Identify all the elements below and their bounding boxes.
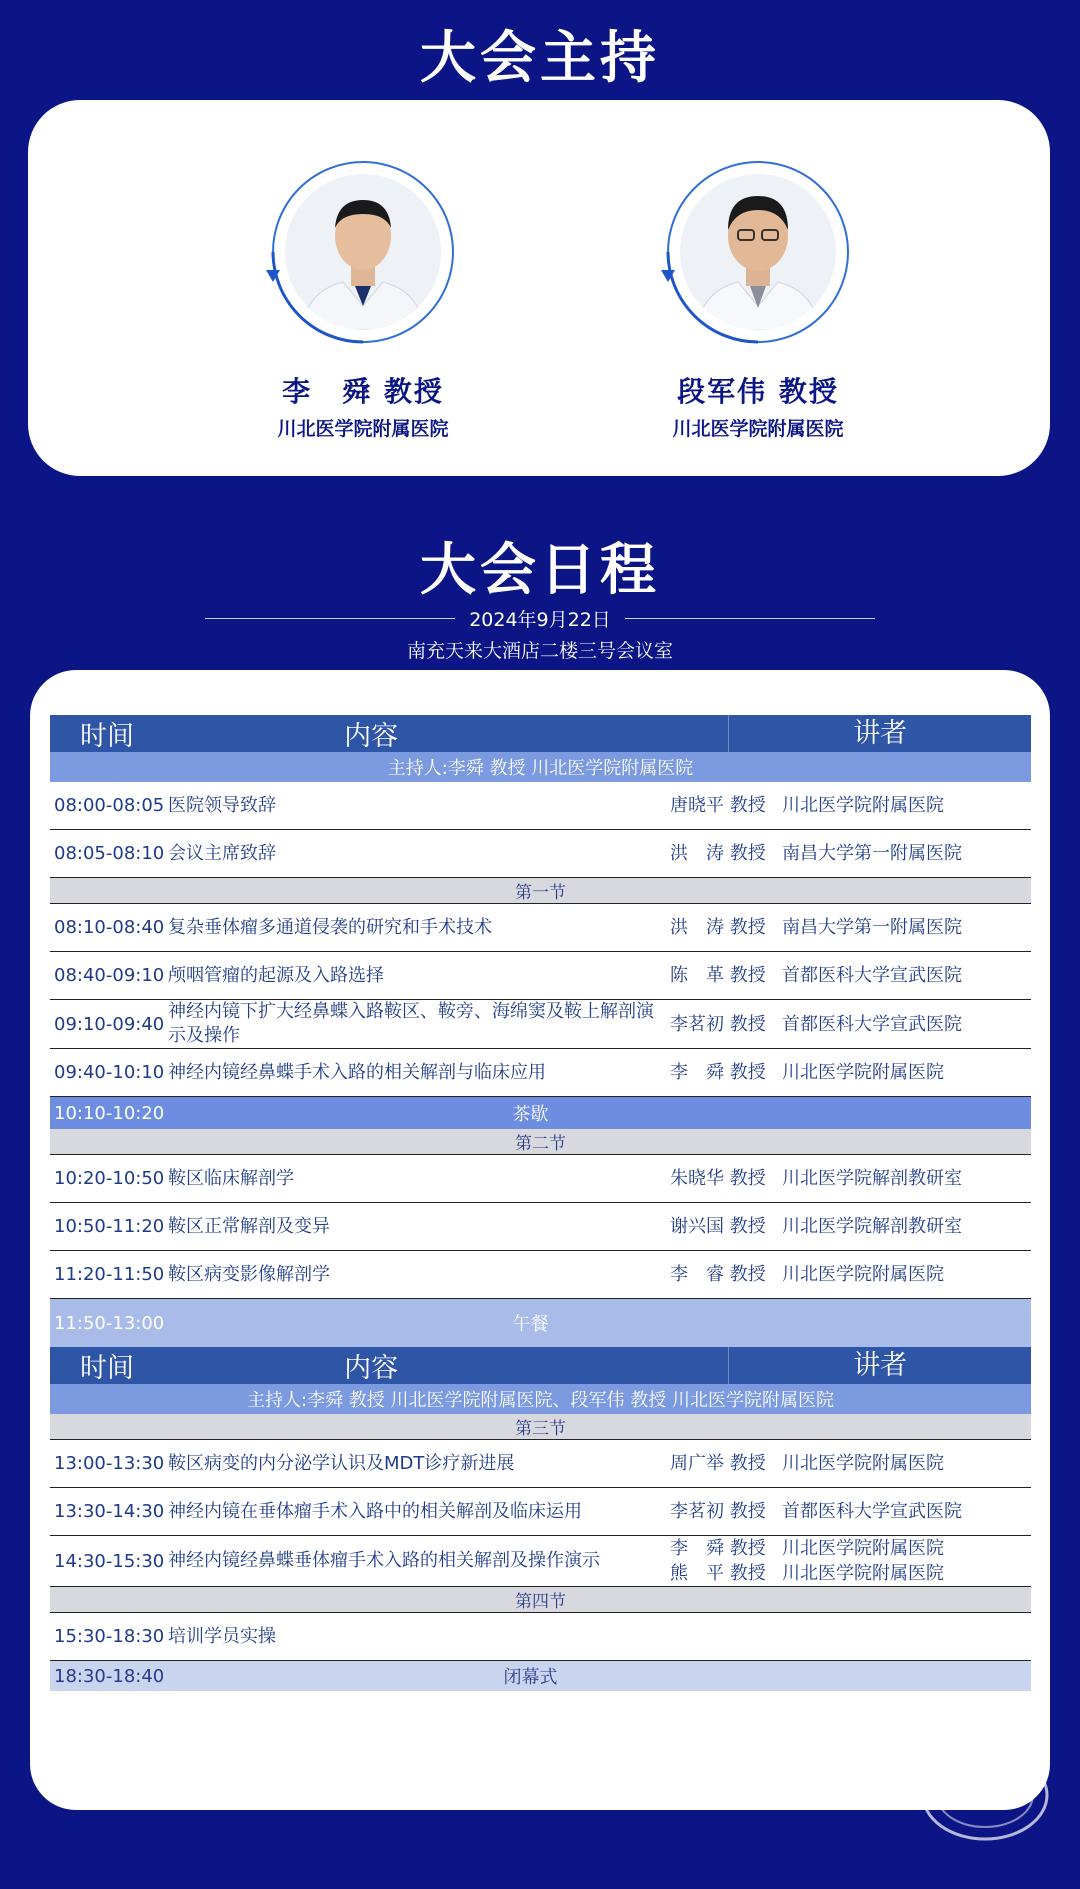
session-speakers	[670, 1536, 1031, 1586]
session-time: 10:20-10:50	[54, 1168, 165, 1189]
speaker-line	[670, 1012, 1031, 1037]
session-speakers	[670, 841, 1031, 866]
speaker-name: 李茗初 教授	[670, 1013, 766, 1035]
session-time: 13:30-14:30	[54, 1501, 165, 1522]
table-row	[50, 1203, 1031, 1251]
break-label: 茶歇	[512, 1104, 549, 1125]
speaker-organization: 川北医学院附属医院	[782, 1563, 944, 1584]
session-topic: 神经内镜经鼻蝶手术入路的相关解剖与临床应用	[168, 1061, 546, 1083]
session-topic: 复杂垂体瘤多通道侵袭的研究和手术技术	[168, 916, 492, 938]
session-topic: 鞍区临床解剖学	[168, 1167, 294, 1189]
moderator-row: 主持人:李舜 教授 川北医学院附属医院	[50, 752, 1031, 782]
host-organization: 川北医学院附属医院	[277, 418, 449, 440]
speaker-name: 朱晓华 教授	[670, 1168, 766, 1189]
divider	[205, 618, 455, 619]
speaker-name: 唐晓平 教授	[670, 795, 766, 816]
schedule-section-title: 大会日程	[420, 538, 660, 603]
header-speaker: 讲者	[728, 715, 1031, 752]
session-time: 08:05-08:10	[54, 843, 165, 864]
speaker-name: 洪 涛 教授	[670, 843, 766, 864]
speaker-line	[670, 1060, 1031, 1085]
session-topic: 会议主席致辞	[168, 842, 276, 864]
speaker-name: 李 睿 教授	[670, 1264, 766, 1285]
speaker-name: 李 舜 教授	[670, 1538, 766, 1559]
session-topic: 医院领导致辞	[168, 794, 276, 816]
break-time: 18:30-18:40	[54, 1665, 165, 1687]
session-time: 10:50-11:20	[54, 1216, 165, 1237]
session-speakers	[670, 963, 1031, 988]
date-line	[0, 605, 1080, 632]
session-speakers	[670, 1166, 1031, 1191]
date-venue-block	[0, 605, 1080, 663]
speaker-line	[670, 1262, 1031, 1287]
moderator-row: 主持人:李舜 教授 川北医学院附属医院、段军伟 教授 川北医学院附属医院	[50, 1384, 1031, 1414]
session-time: 09:10-09:40	[54, 1013, 165, 1035]
session-time: 08:00-08:05	[54, 795, 165, 816]
event-venue: 南充天来大酒店二楼三号会议室	[406, 640, 673, 662]
session-speakers	[670, 1451, 1031, 1476]
avatar	[285, 174, 441, 330]
speaker-name: 谢兴国 教授	[670, 1216, 766, 1237]
speaker-name: 熊 平 教授	[670, 1563, 766, 1584]
speaker-organization: 南昌大学第一附属医院	[782, 843, 962, 864]
break-row	[50, 1299, 1031, 1347]
session-topic: 神经内镜经鼻蝶垂体瘤手术入路的相关解剖及操作演示	[168, 1550, 600, 1571]
speaker-organization: 川北医学院附属医院	[782, 1264, 944, 1285]
break-time: 11:50-13:00	[54, 1312, 165, 1334]
speaker-line	[670, 841, 1031, 866]
session-time: 08:40-09:10	[54, 965, 165, 986]
session-speakers	[670, 915, 1031, 940]
speaker-organization: 川北医学院附属医院	[782, 1453, 944, 1474]
host-avatar-frame	[263, 152, 463, 352]
section-label-row: 第二节	[50, 1129, 1031, 1155]
brand-watermark-logo	[915, 1740, 1055, 1850]
break-time: 10:10-10:20	[54, 1102, 165, 1124]
speaker-line	[670, 915, 1031, 940]
header-content: 内容	[344, 721, 399, 752]
section-label-row: 第三节	[50, 1414, 1031, 1440]
host-avatar-frame	[658, 152, 858, 352]
hosts-section-title: 大会主持	[420, 26, 660, 91]
session-speakers	[670, 1012, 1031, 1037]
speaker-organization: 川北医学院附属医院	[782, 1538, 944, 1559]
table-row	[50, 1000, 1031, 1049]
section-label-row: 第四节	[50, 1587, 1031, 1613]
speaker-name: 陈 革 教授	[670, 965, 766, 986]
speaker-line	[670, 1451, 1031, 1476]
session-time: 13:00-13:30	[54, 1453, 165, 1474]
session-time: 11:20-11:50	[54, 1264, 165, 1285]
speaker-line	[670, 1536, 1031, 1561]
speaker-line	[670, 1499, 1031, 1524]
session-topic: 神经内镜下扩大经鼻蝶入路鞍区、鞍旁、海绵窦及鞍上解剖演示及操作	[168, 1001, 654, 1046]
speaker-name: 洪 涛 教授	[670, 917, 766, 938]
header-time: 时间	[80, 721, 134, 752]
table-row	[50, 904, 1031, 952]
speaker-organization: 川北医学院附属医院	[782, 795, 944, 816]
table-row	[50, 1488, 1031, 1536]
table-row	[50, 1613, 1031, 1661]
session-time: 15:30-18:30	[54, 1626, 165, 1647]
event-date: 2024年9月22日	[469, 609, 611, 631]
divider	[625, 618, 875, 619]
session-topic: 颅咽管瘤的起源及入路选择	[168, 964, 384, 986]
host-profile	[608, 152, 908, 441]
header-speaker: 讲者	[728, 1347, 1031, 1384]
schedule-card	[30, 670, 1050, 1810]
session-topic: 鞍区正常解剖及变异	[168, 1215, 330, 1237]
session-time: 14:30-15:30	[54, 1550, 165, 1572]
session-topic: 培训学员实操	[168, 1625, 276, 1647]
table-row	[50, 1049, 1031, 1097]
table-header	[50, 715, 1031, 752]
avatar	[680, 174, 836, 330]
break-label: 午餐	[512, 1314, 549, 1335]
session-topic: 神经内镜在垂体瘤手术入路中的相关解剖及临床运用	[168, 1500, 582, 1522]
table-header	[50, 1347, 1031, 1384]
host-profile	[213, 152, 513, 441]
session-speakers	[670, 1060, 1031, 1085]
host-name: 李 舜 教授	[282, 375, 444, 408]
speaker-organization: 首都医科大学宣武医院	[782, 965, 962, 986]
speaker-name: 李茗初 教授	[670, 1501, 766, 1522]
header-time: 时间	[80, 1353, 134, 1384]
speaker-line	[670, 1561, 1031, 1586]
section-label-row: 第一节	[50, 878, 1031, 904]
speaker-name: 李 舜 教授	[670, 1062, 766, 1083]
speaker-organization: 川北医学院附属医院	[782, 1062, 944, 1083]
table-row	[50, 952, 1031, 1000]
table-row	[50, 1440, 1031, 1488]
host-organization: 川北医学院附属医院	[672, 418, 844, 440]
speaker-name: 周广举 教授	[670, 1453, 766, 1474]
table-row	[50, 1536, 1031, 1587]
speaker-organization: 首都医科大学宣武医院	[782, 1501, 962, 1522]
speaker-organization: 川北医学院解剖教研室	[782, 1168, 962, 1189]
break-row	[50, 1661, 1031, 1691]
speaker-line	[670, 963, 1031, 988]
hosts-card	[28, 100, 1050, 476]
session-speakers	[670, 793, 1031, 818]
break-label: 闭幕式	[503, 1667, 558, 1688]
session-time: 09:40-10:10	[54, 1062, 165, 1083]
speaker-line	[670, 1214, 1031, 1239]
speaker-organization: 南昌大学第一附属医院	[782, 917, 962, 938]
session-time: 08:10-08:40	[54, 917, 165, 938]
break-row	[50, 1097, 1031, 1129]
session-speakers	[670, 1499, 1031, 1524]
table-row	[50, 830, 1031, 878]
speaker-line	[670, 793, 1031, 818]
header-content: 内容	[344, 1353, 399, 1384]
session-topic: 鞍区病变影像解剖学	[168, 1263, 330, 1285]
speaker-organization: 首都医科大学宣武医院	[782, 1013, 962, 1035]
session-speakers	[670, 1214, 1031, 1239]
session-speakers	[670, 1262, 1031, 1287]
table-row	[50, 1155, 1031, 1203]
host-name: 段军伟 教授	[677, 375, 839, 408]
speaker-line	[670, 1166, 1031, 1191]
table-row	[50, 782, 1031, 830]
table-row	[50, 1251, 1031, 1299]
speaker-organization: 川北医学院解剖教研室	[782, 1216, 962, 1237]
session-topic: 鞍区病变的内分泌学认识及MDT诊疗新进展	[168, 1452, 515, 1474]
schedule-table	[50, 715, 1031, 1691]
